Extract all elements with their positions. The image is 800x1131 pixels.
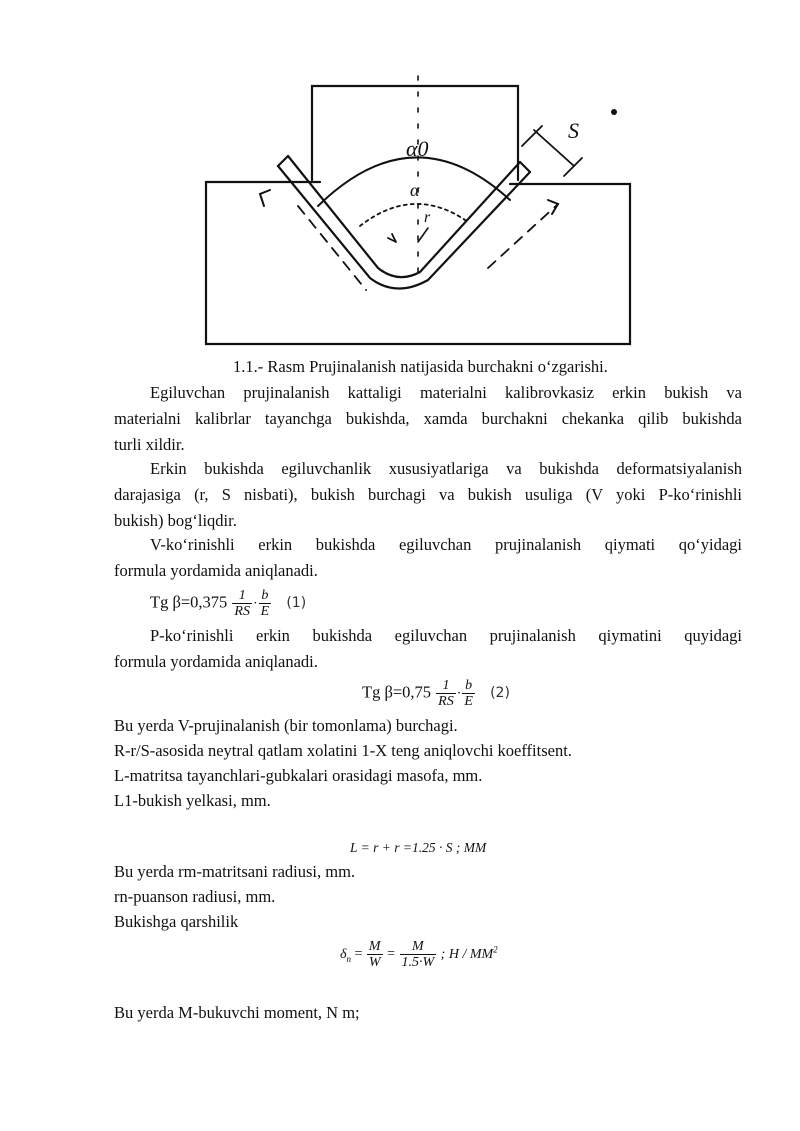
formula-2-number: (2) <box>490 685 510 702</box>
formula-1-lhs: Tg β=0,375 <box>150 592 228 612</box>
formula-4-frac-2: $\frac{M}{1.5\cdot W}$ <box>401 938 435 970</box>
formula-4-unit: ; H / $MM^2$ <box>440 944 498 962</box>
formula-2-lhs: Tg β=0,75 <box>362 682 432 702</box>
formula-3-text: L = r + r =1.25 · S ; MM <box>350 840 487 855</box>
paragraph-1-line-2: materialni kalibrlar tayanchga bukishda, xamda burchakni chekanka qilib bukishda <box>114 409 742 428</box>
formula-4-lhs: $\delta_п$ <box>340 946 352 964</box>
label-r: r <box>424 209 431 226</box>
paragraph-1-line-1: Egiluvchan prujinalanish kattaligi materialni kalibrovkasiz erkin bukish va <box>150 383 742 402</box>
formula-3 <box>350 836 486 860</box>
paragraph-4-line-1: P-ko‘rinishli erkin bukishda egiluvchan prujinalanish qiymatini quyidagi <box>150 626 742 645</box>
formula-1-number: (1) <box>286 595 307 612</box>
definition-4: L1-bukish yelkasi, mm. <box>114 791 271 810</box>
formula-2-frac-1: $\frac{1}{RS}$ <box>438 678 454 709</box>
formula-4-frac-1: $\frac{M}{W}$ <box>368 938 381 970</box>
label-alpha0: α0 <box>406 136 429 161</box>
label-s: S <box>568 118 579 143</box>
formula-4: $\delta_п$ = $\frac{M}{W}$ = $\frac{M}{1.5\cdot W}$ ; H / $MM^2$ <box>340 938 498 970</box>
paragraph-3-line-2: formula yordamida aniqlanadi. <box>114 561 318 580</box>
definition-3: L-matritsa tayanchlari-gubkalari orasidagi masofa, mm. <box>114 766 483 785</box>
formula-1: Tg β=0,375 $\frac{1}{RS}$ · $\frac{b}{E}$ (1) <box>150 588 307 619</box>
formula-2-frac-2: $\frac{b}{E}$ <box>464 678 473 709</box>
definition-2: R-r/S-asosida neytral qatlam xolatini 1-X teng aniqlovchi koeffitsent. <box>114 741 572 760</box>
definition-7: Bukishga qarshilik <box>114 912 239 931</box>
definition-1: Bu yerda V-prujinalanish (bir tomonlama) burchagi. <box>114 716 458 735</box>
springback-right <box>488 204 558 268</box>
paragraph-2-line-3: bukish) bog‘liqdir. <box>114 511 237 530</box>
springback-left <box>298 206 366 290</box>
paragraph-2-line-1: Erkin bukishda egiluvchanlik xususiyatlariga va bukishda deformatsiyalanish <box>150 459 742 478</box>
bending-figure <box>170 72 650 354</box>
last-line: Bu yerda M-bukuvchi moment, N m; <box>114 1003 360 1022</box>
paragraph-1-line-3: turli xildir. <box>114 435 185 454</box>
definition-6: rn-puanson radiusi, mm. <box>114 887 276 906</box>
definition-5: Bu yerda rm-matritsani radiusi, mm. <box>114 862 356 881</box>
arc-alpha <box>360 204 468 226</box>
paragraph-3-line-1: V-ko‘rinishli erkin bukishda egiluvchan prujinalanish qiymati qo‘yidagi <box>150 535 742 554</box>
punch-outline <box>312 86 518 180</box>
paragraph-2-line-2: darajasiga (r, S nisbati), bukish burchagi va bukish usuliga (V yoki P-ko‘rinishli <box>114 485 742 504</box>
formula-1-frac-2: $\frac{b}{E}$ <box>260 588 270 619</box>
paragraph-4-line-2: formula yordamida aniqlanadi. <box>114 652 318 671</box>
label-alpha: α <box>410 180 420 200</box>
figure-caption: 1.1.- Rasm Prujinalanish natijasida burchakni o‘zgarishi. <box>233 357 608 376</box>
formula-1-frac-1: $\frac{1}{RS}$ <box>234 588 250 619</box>
formula-2: Tg β=0,75 $\frac{1}{RS}$ · $\frac{b}{E}$ (2) <box>362 678 510 709</box>
bent-sheet <box>288 156 520 277</box>
